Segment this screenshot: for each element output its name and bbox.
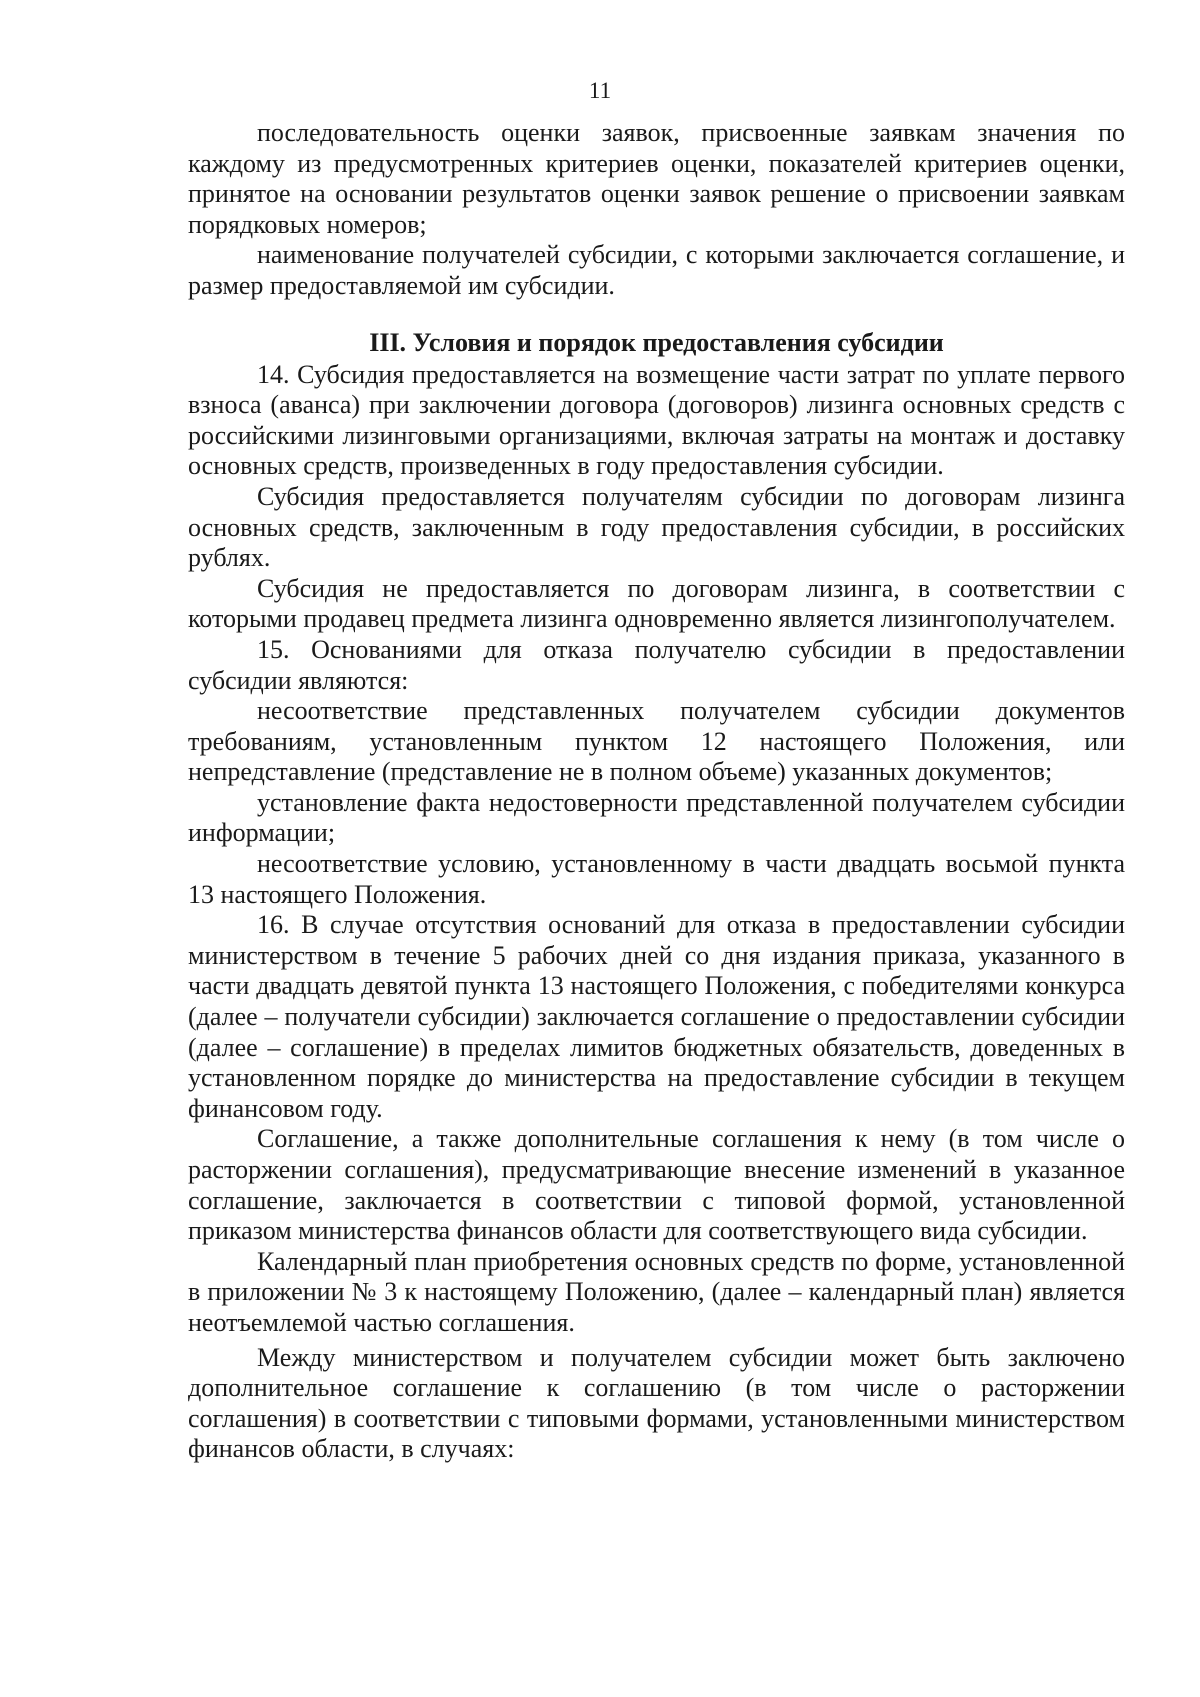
section-heading: III. Условия и порядок предоставления субсидии (369, 327, 944, 357)
paragraph: наименование получателей субсидии, с которыми заключается соглашение, и размер предоставляемой им субсидии. (188, 240, 1125, 300)
paragraph: 16. В случае отсутствия оснований для отказа в предоставлении субсидии министерством в течение 5 рабочих дней со дня издания приказа, указанного в части двадцать девятой пункта 13 настоящего Положения, с победителями конкурса (далее – получатели субсидии) заключается соглашение о предоставлении субсидии (далее – соглашение) в пределах лимитов бюджетных обязательств, доведенных в установленном порядке до министерства на предоставление субсидии в текущем финансовом году. (188, 910, 1125, 1123)
paragraph: несоответствие условию, установленному в части двадцать восьмой пункта 13 настоящего Положения. (188, 849, 1125, 909)
paragraph: установление факта недостоверности представленной получателем субсидии информации; (188, 787, 1125, 848)
paragraph: несоответствие представленных получателем субсидии документов требованиям, установленным пунктом 12 настоящего Положения, или непредставление (представление не в полном объеме) указанных документов; (188, 696, 1125, 787)
paragraph: Соглашение, а также дополнительные соглашения к нему (в том числе о расторжении соглашения), предусматривающие внесение изменений в указанное соглашение, заключается в соответствии с типовой формой, установленной приказом министерства финансов области для соответствующего вида субсидии. (188, 1124, 1125, 1246)
document-body (188, 118, 1125, 1465)
paragraph: 14. Субсидия предоставляется на возмещение части затрат по уплате первого взноса (аванса) при заключении договора (договоров) лизинга основных средств с российскими лизинговыми организациями, включая затраты на монтаж и доставку основных средств, произведенных в году предоставления субсидии. (188, 359, 1125, 481)
paragraph: Календарный план приобретения основных средств по форме, установленной в приложении № 3 к настоящему Положению, (далее – календарный план) является неотъемлемой частью соглашения. (188, 1246, 1125, 1337)
paragraph: Субсидия предоставляется получателям субсидии по договорам лизинга основных средств, заключенным в году предоставления субсидии, в российских рублях. (188, 481, 1125, 573)
paragraph: Между министерством и получателем субсидии может быть заключено дополнительное соглашение к соглашению (в том числе о расторжении соглашения) в соответствии с типовыми формами, установленными министерством финансов области, в случаях: (188, 1342, 1125, 1464)
page-number: 11 (588, 78, 612, 103)
paragraph: 15. Основаниями для отказа получателю субсидии в предоставлении субсидии являются: (188, 634, 1125, 695)
paragraph: последовательность оценки заявок, присвоенные заявкам значения по каждому из предусмотренных критериев оценки, показателей критериев оценки, принятое на основании результатов оценки заявок решение о присвоении заявкам порядковых номеров; (188, 118, 1125, 239)
paragraph: Субсидия не предоставляется по договорам лизинга, в соответствии с которыми продавец предмета лизинга одновременно является лизингополучателем. (188, 573, 1125, 634)
